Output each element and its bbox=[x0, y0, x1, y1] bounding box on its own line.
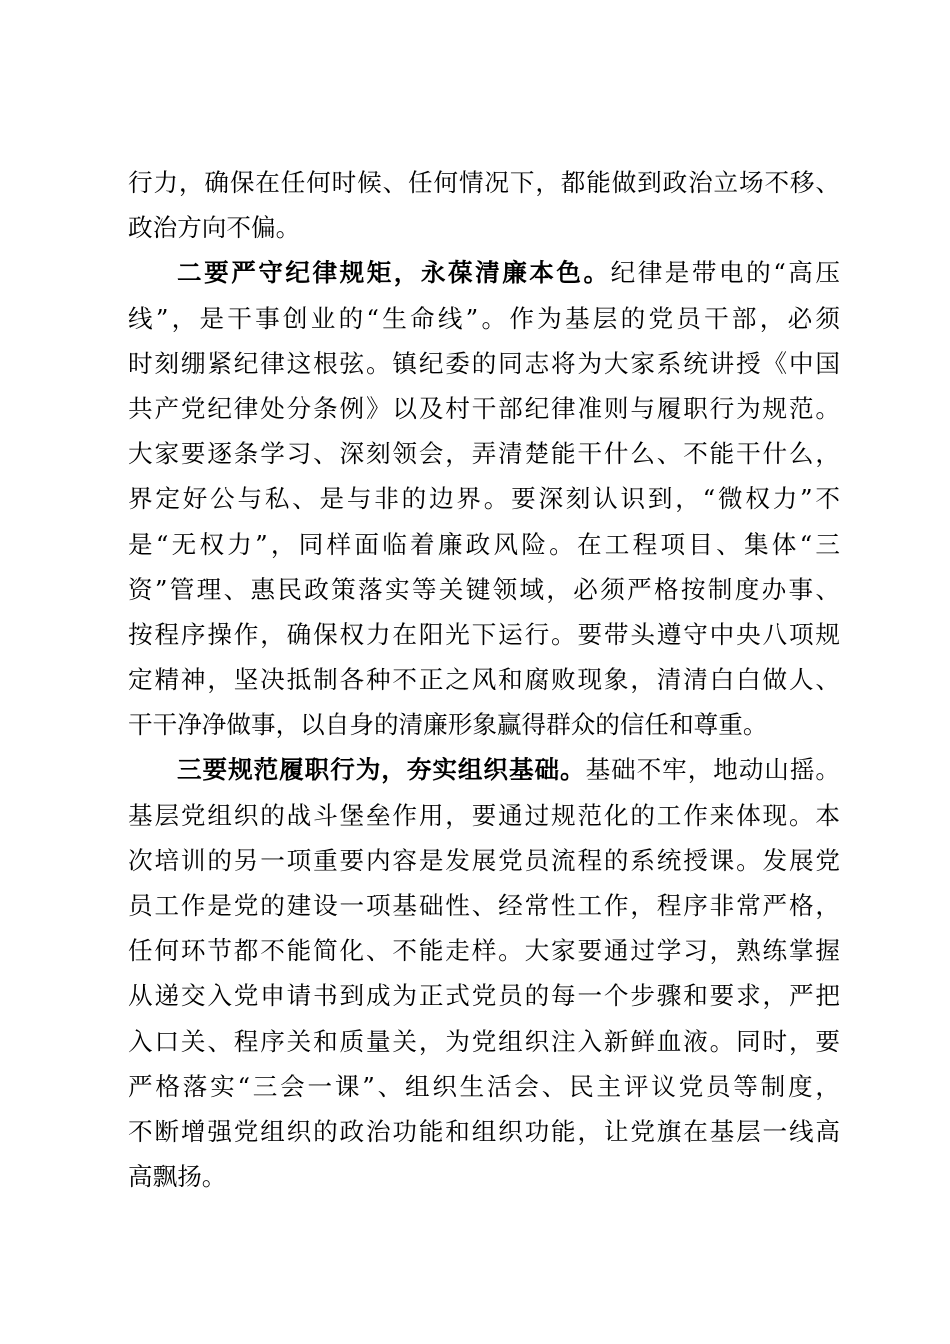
text-line: 线”，是干事创业的“生命线”。作为基层的党员干部，必须 bbox=[128, 303, 840, 333]
text-line: 次培训的另一项重要内容是发展党员流程的系统授课。发展党 bbox=[128, 845, 840, 875]
paragraph-1 bbox=[128, 160, 840, 250]
text-line: 任何环节都不能简化、不能走样。大家要通过学习，熟练掌握 bbox=[128, 936, 840, 966]
paragraph-text: 基础不牢，地动山摇。 bbox=[585, 755, 840, 785]
text-line: 基层党组织的战斗堡垒作用，要通过规范化的工作来体现。本 bbox=[128, 800, 840, 830]
document-page bbox=[128, 160, 840, 1199]
text-line: 资”管理、惠民政策落实等关键领域，必须严格按制度办事、 bbox=[128, 574, 840, 604]
paragraph-text: 纪律是带电的“高压 bbox=[610, 258, 840, 288]
text-line: 高飘扬。 bbox=[128, 1162, 227, 1192]
text-line: 共产党纪律处分条例》以及村干部纪律准则与履职行为规范。 bbox=[128, 393, 840, 423]
paragraph-2 bbox=[128, 250, 840, 747]
text-line: 按程序操作，确保权力在阳光下运行。要带头遵守中央八项规 bbox=[128, 619, 840, 649]
text-line: 政治方向不偏。 bbox=[128, 213, 301, 243]
text-line: 不断增强党组织的政治功能和组织功能，让党旗在基层一线高 bbox=[128, 1116, 840, 1146]
text-line: 入口关、程序关和质量关，为党组织注入新鲜血液。同时，要 bbox=[128, 1026, 840, 1056]
paragraph-heading: 二要严守纪律规矩，永葆清廉本色。 bbox=[177, 258, 611, 288]
paragraph-3 bbox=[128, 747, 840, 1199]
text-line: 是“无权力”，同样面临着廉政风险。在工程项目、集体“三 bbox=[128, 529, 840, 559]
text-line: 定精神，坚决抵制各种不正之风和腐败现象，清清白白做人、 bbox=[128, 665, 840, 695]
text-line bbox=[128, 250, 840, 295]
text-line: 大家要逐条学习、深刻领会，弄清楚能干什么、不能干什么， bbox=[128, 439, 840, 469]
text-line: 严格落实“三会一课”、组织生活会、民主评议党员等制度， bbox=[128, 1071, 840, 1101]
paragraph-heading: 三要规范履职行为，夯实组织基础。 bbox=[177, 755, 586, 785]
text-line bbox=[128, 747, 840, 792]
text-line: 员工作是党的建设一项基础性、经常性工作，程序非常严格， bbox=[128, 891, 840, 920]
text-line: 时刻绷紧纪律这根弦。镇纪委的同志将为大家系统讲授《中国 bbox=[128, 348, 840, 378]
text-line: 界定好公与私、是与非的边界。要深刻认识到，“微权力”不 bbox=[128, 484, 840, 514]
text-line: 从递交入党申请书到成为正式党员的每一个步骤和要求，严把 bbox=[128, 981, 840, 1011]
text-line: 干干净净做事，以自身的清廉形象赢得群众的信任和尊重。 bbox=[128, 710, 768, 740]
text-line: 行力，确保在任何时候、任何情况下，都能做到政治立场不移、 bbox=[128, 168, 840, 197]
